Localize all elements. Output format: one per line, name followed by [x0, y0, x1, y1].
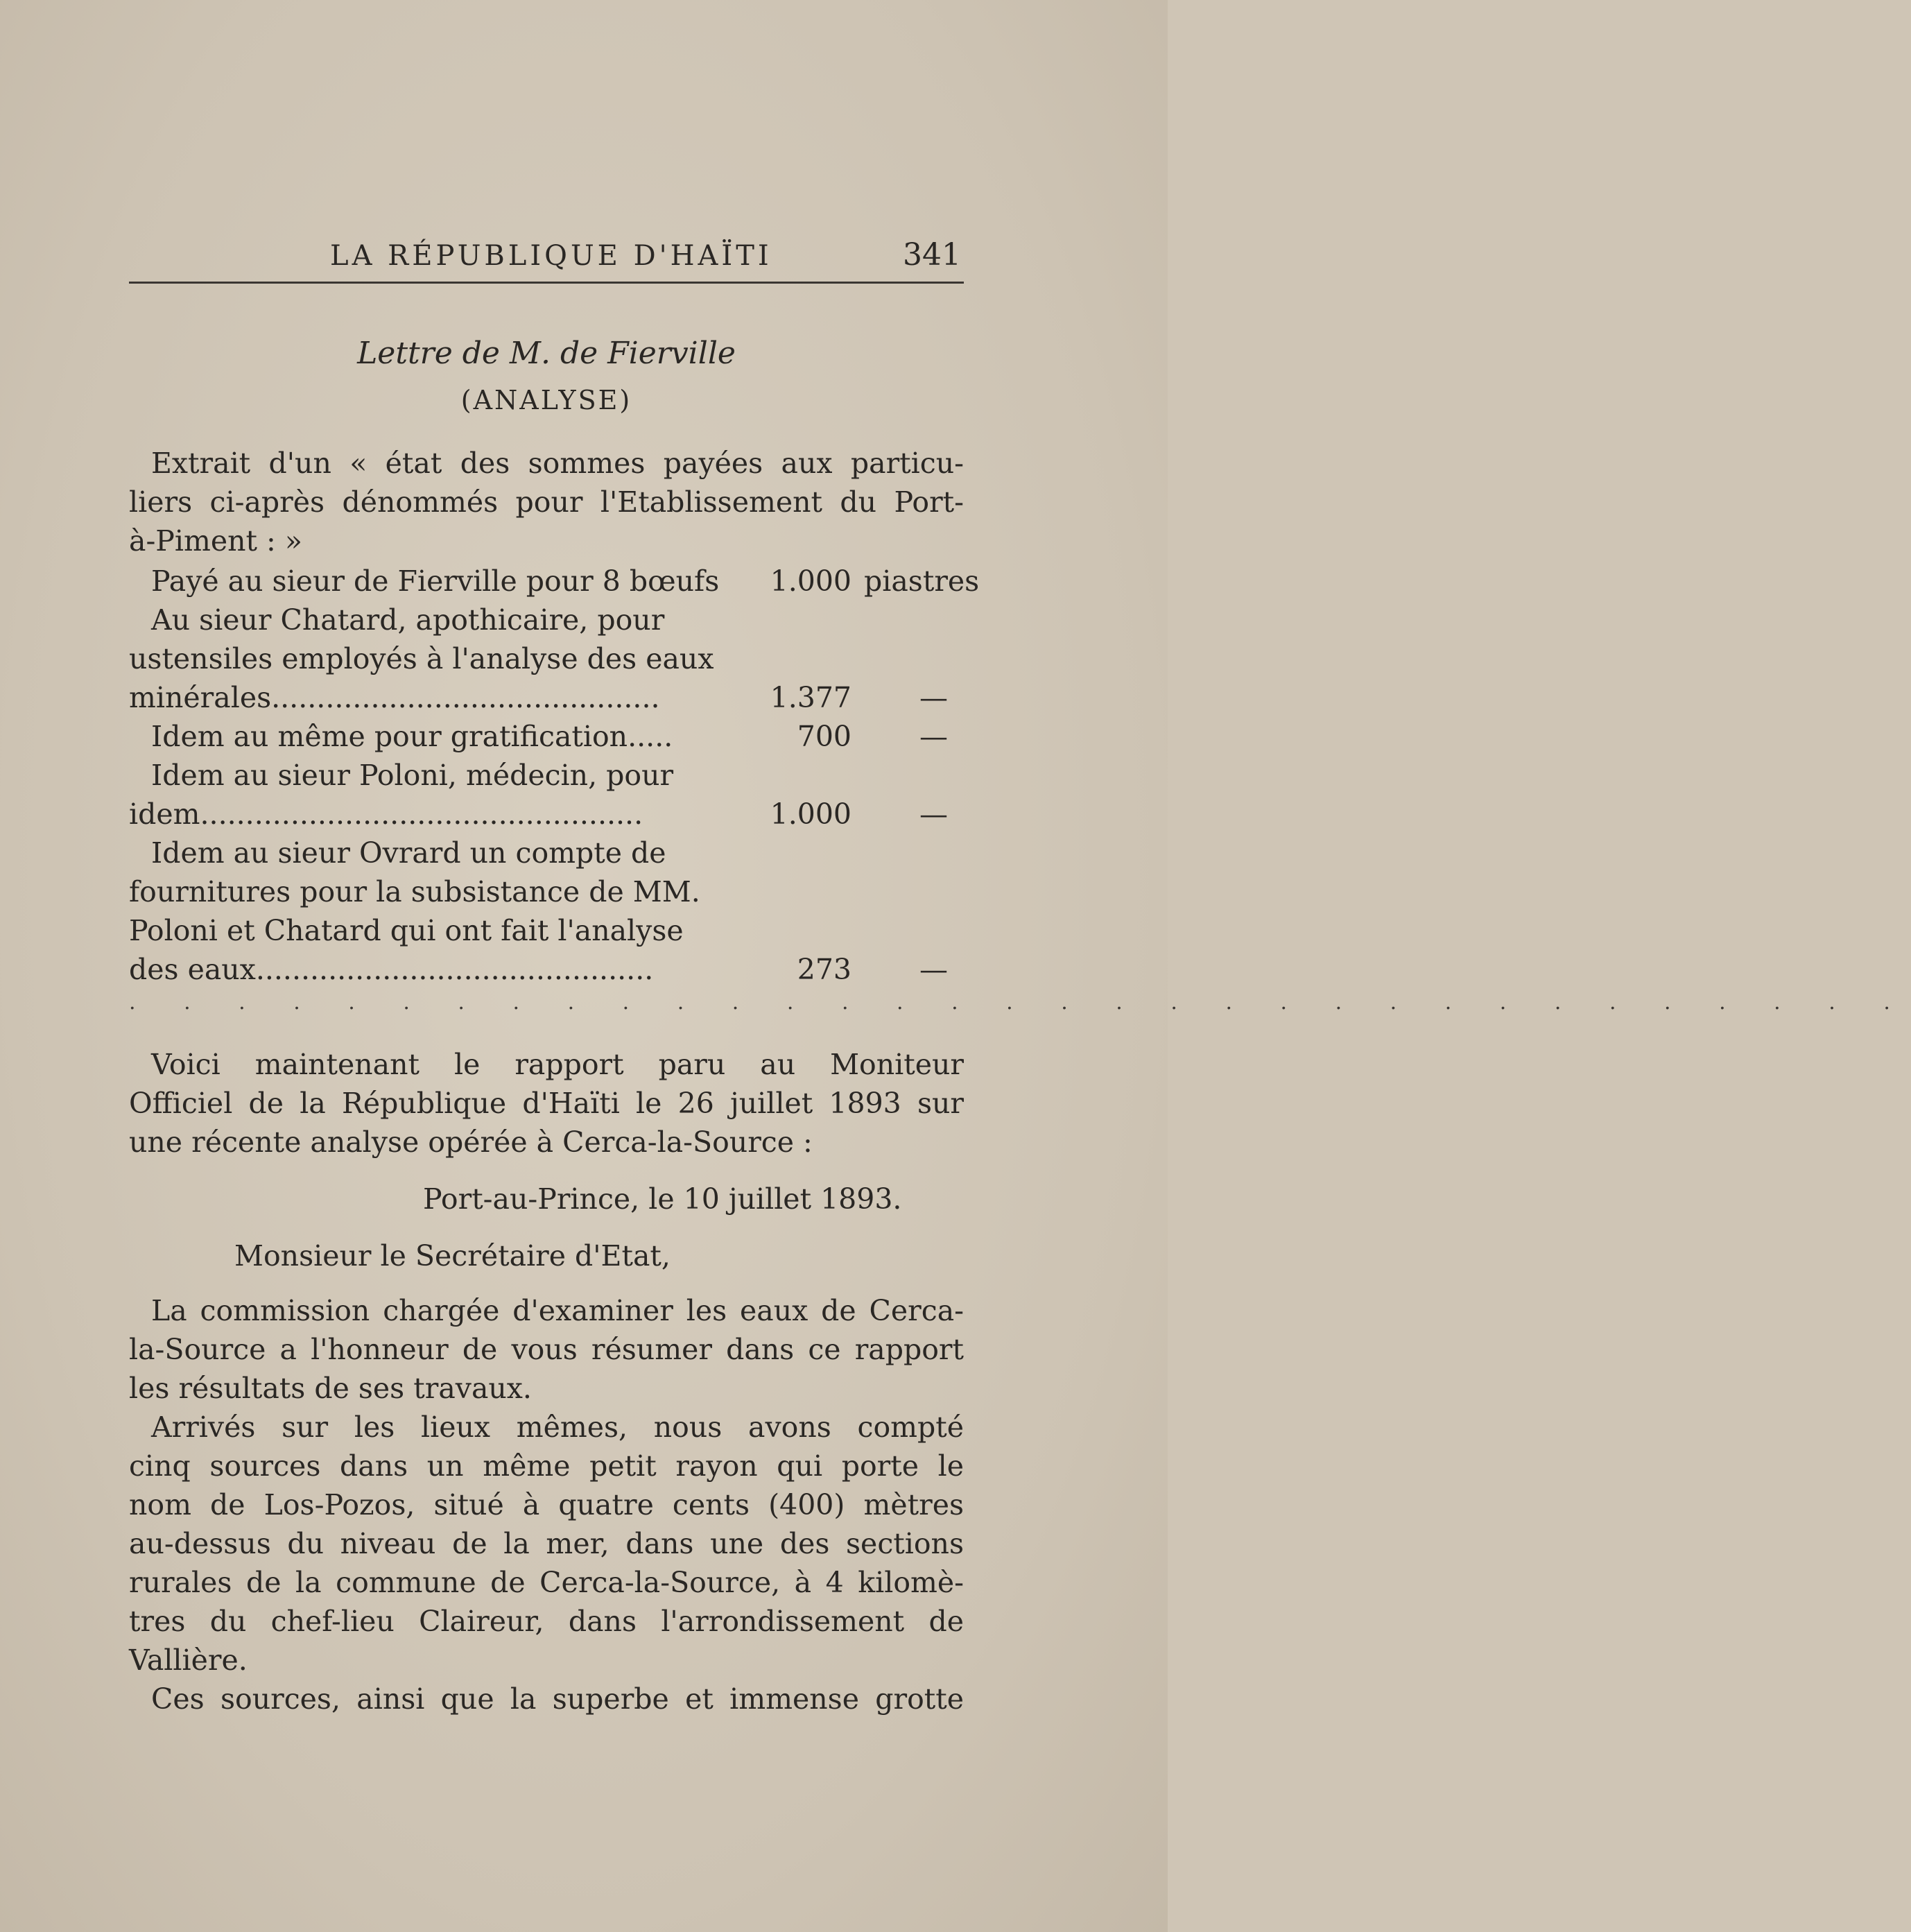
payment-amount: 1.377 [770, 681, 851, 714]
body-line: Vallière. [129, 1644, 248, 1677]
body-line: La commission chargée d'examiner les eaux de Cerca- [151, 1294, 964, 1327]
payment-label: Idem au même pour gratification..... [151, 720, 673, 753]
intro-line: à-Piment : » [129, 524, 302, 558]
payment-unit: — [919, 797, 948, 831]
letter-title: Lettre de M. de Fierville [357, 336, 736, 371]
payment-unit: — [919, 681, 948, 714]
payment-label: Idem au sieur Ovrard un compte de [151, 836, 666, 870]
body-line: les résultats de ses travaux. [129, 1372, 532, 1405]
section-separator: . . . . . . . . . . . . . . . . . . . . . . . . . . . . . . . . . [129, 990, 1911, 1015]
payment-label: fournitures pour la subsistance de MM. [129, 875, 700, 908]
payment-unit: — [919, 953, 948, 986]
body-line: Arrivés sur les lieux mêmes, nous avons compté [151, 1411, 964, 1444]
body-line: tres du chef-lieu Claireur, dans l'arrondissement de [129, 1605, 964, 1638]
page-number: 341 [903, 237, 961, 273]
payment-amount: 273 [797, 953, 851, 986]
intro-line: liers ci-après dénommés pour l'Etablissement du Port- [129, 485, 964, 519]
report-intro-line: Officiel de la République d'Haïti le 26 juillet 1893 sur [129, 1087, 964, 1120]
payment-amount: 700 [797, 720, 851, 753]
body-line: nom de Los-Pozos, situé à quatre cents (400) mètres [129, 1488, 964, 1521]
payment-amount: 1.000 [770, 797, 851, 831]
intro-line: Extrait d'un « état des sommes payées aux particu- [151, 447, 964, 480]
payment-label: minérales........................................... [129, 681, 660, 714]
letter-subtitle: (ANALYSE) [460, 385, 632, 415]
running-header [129, 233, 964, 284]
dateline: Port-au-Prince, le 10 juillet 1893. [423, 1182, 902, 1216]
payment-label: Poloni et Chatard qui ont fait l'analyse [129, 914, 684, 947]
payment-unit: — [919, 720, 948, 753]
report-intro-line: Voici maintenant le rapport paru au Moniteur [151, 1048, 964, 1081]
body-line: cinq sources dans un même petit rayon qui porte le [129, 1449, 964, 1483]
payment-amount: 1.000 [770, 564, 851, 598]
payment-label: idem................................................. [129, 797, 643, 831]
salutation: Monsieur le Secrétaire d'Etat, [234, 1239, 671, 1273]
body-line: Ces sources, ainsi que la superbe et immense grotte [151, 1682, 964, 1716]
payment-unit: piastres [864, 564, 980, 598]
payment-label: des eaux............................................ [129, 953, 654, 986]
body-line: au-dessus du niveau de la mer, dans une des sections [129, 1527, 964, 1560]
body-line: la-Source a l'honneur de vous résumer dans ce rapport [129, 1333, 964, 1366]
payment-label: Payé au sieur de Fierville pour 8 bœufs [151, 564, 720, 598]
payment-label: Au sieur Chatard, apothicaire, pour [151, 603, 665, 637]
payment-label: ustensiles employés à l'analyse des eaux [129, 642, 714, 675]
running-title: LA RÉPUBLIQUE D'HAÏTI [330, 240, 772, 272]
report-intro-line: une récente analyse opérée à Cerca-la-Source : [129, 1125, 813, 1159]
payment-label: Idem au sieur Poloni, médecin, pour [151, 759, 674, 792]
body-line: rurales de la commune de Cerca-la-Source, à 4 kilomè- [129, 1566, 964, 1599]
